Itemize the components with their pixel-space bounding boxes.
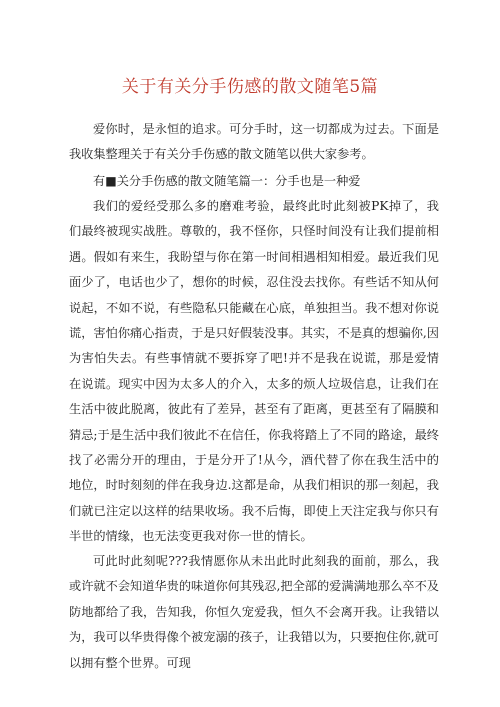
section-heading: 有■关分手伤感的散文随笔篇一：分手也是一种爱 (93, 174, 361, 188)
body-paragraph: 可此时此刻呢???我情愿你从未出此时此刻我的面前，那么，我或许就不会知道华贵的味道你何其残忍,把全部的爱满满地那么卒不及防地都给了我，告知我，你恒久宠爱我，恒久不会离开我。让我错以为，我可以华贵得像个被宠溺的孩子，让我错以为，只要抱住你,就可以拥有整个世界。可现 (69, 554, 439, 670)
body-paragraph: 我们的爱经受那么多的磨难考验，最终此时此刻被PK掉了，我们最终被现实战胜。尊敬的，我不怪你，只怪时间没有让我们提前相遇。假如有来生，我盼望与你在第一时间相遇相知相爱。最近我们见面少了，电话也少了，想你的时候，忍住没去找你。有些话不知从何说起，不如不说，有些隐私只能藏在心底，单独担当。我不想对你说谎，害怕你痛心指责，于是只好假装没事。其实，不是真的想骗你,因为害怕失去。有些事情就不要拆穿了吧!并不是我在说谎，那是爱情在说谎。现实中因为太多人的介入，太多的烦人垃圾信息，让我们在生活中彼此脱离，彼此有了差异，甚至有了距离，更甚至有了隔膜和猜忌;于是生活中我们彼此不在信任，你我将踏上了不同的路途，最终找了必需分开的理由，于是分开了!从今，酒代替了你在我生活中的地位，时时刻刻的伴在我身边.这都是命，从我们相识的那一刻起，我们就已注定以这样的结果收场。我不后悔，即使上天注定我与你只有半世的情缘，也无法变更我对你一世的情长。 (69, 199, 439, 544)
document-title: 关于有关分手伤感的散文随笔5篇 (121, 77, 379, 97)
intro-paragraph: 爱你时，是永恒的追求。可分手时，这一切都成为过去。下面是我收集整理关于有关分手伤感的散文随笔以供大家参考。 (69, 122, 439, 162)
